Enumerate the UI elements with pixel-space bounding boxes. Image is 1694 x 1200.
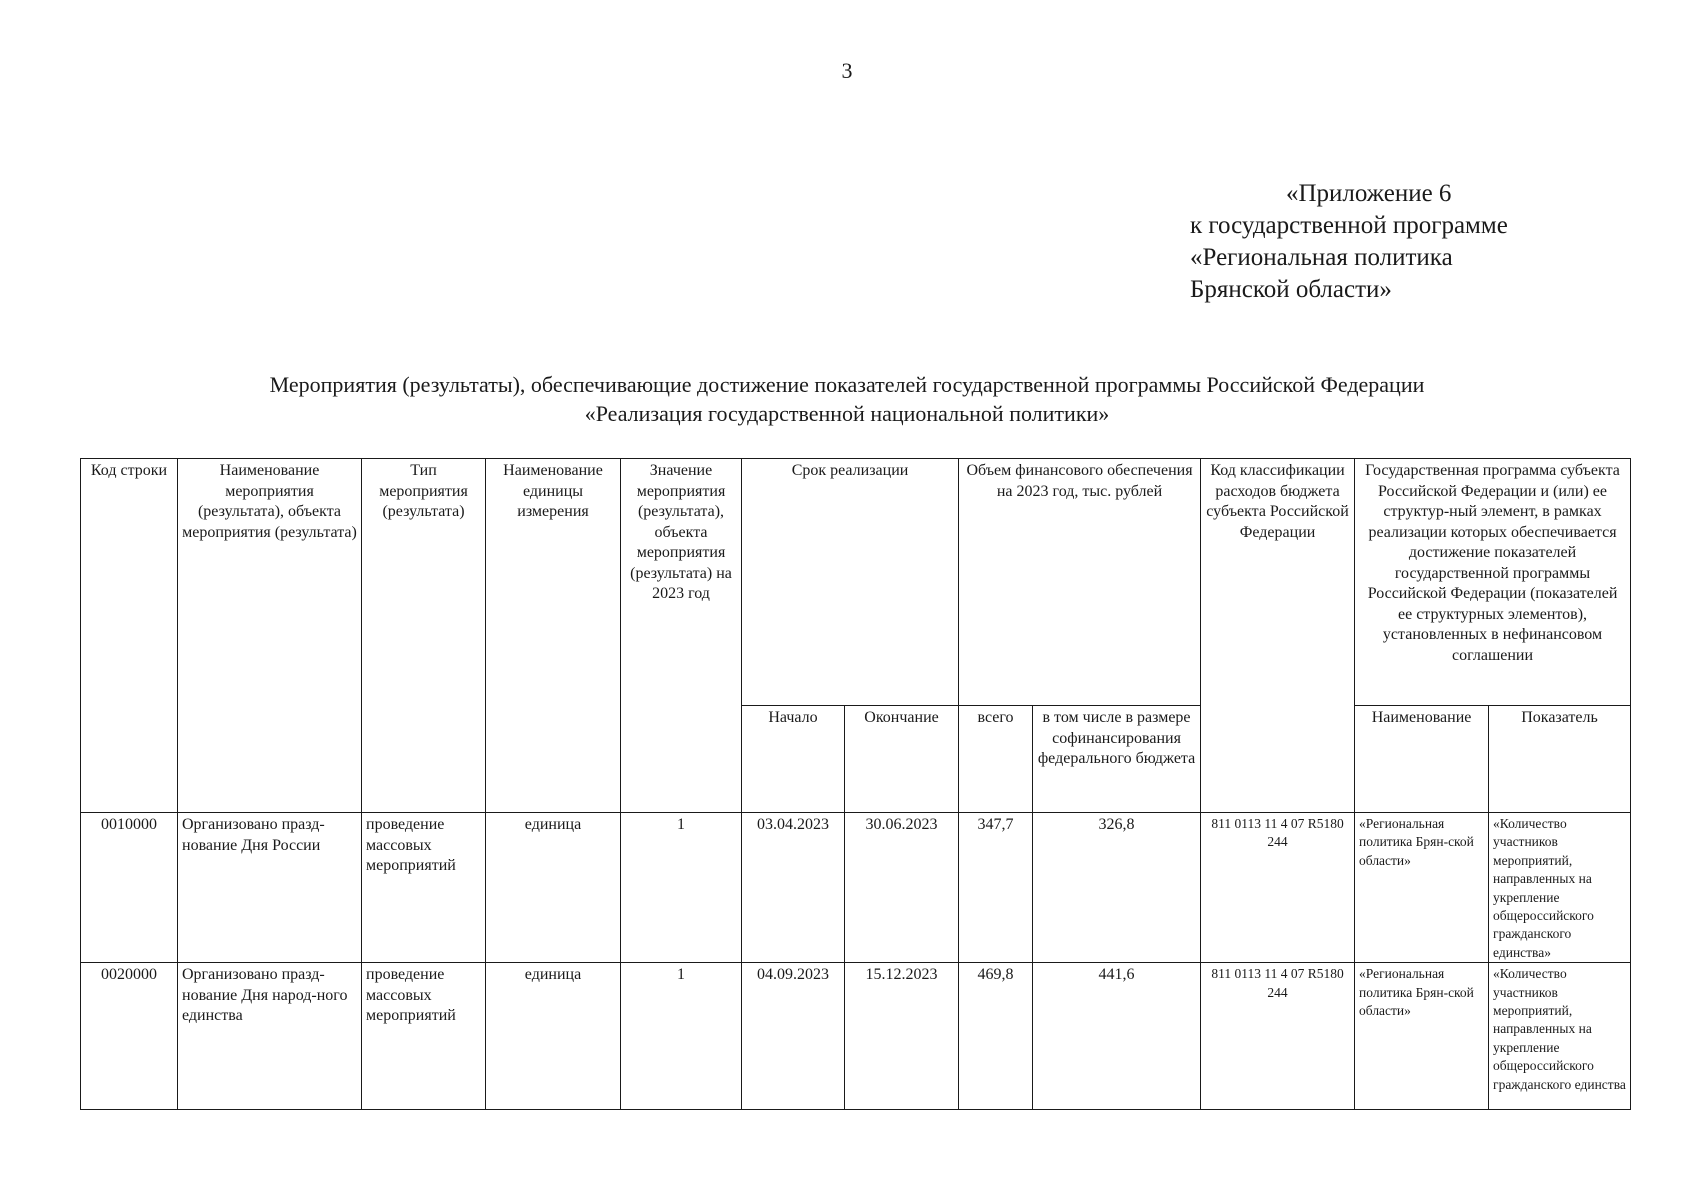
header-program-indicator: Показатель [1489,706,1631,813]
program-indicator-cell: «Количество участников мероприятий, направленных на укрепление общероссийского гражданского единства [1489,963,1631,1110]
document-title [0,370,1694,428]
header-budget-code: Код классификации расходов бюджета субъекта Российской Федерации [1201,459,1355,813]
start-date-cell: 03.04.2023 [742,813,845,963]
unit-cell: единица [486,813,621,963]
measures-table [80,458,1631,1110]
appendix-line-1: «Приложение 6 [1286,180,1452,207]
value-cell: 1 [621,813,742,963]
appendix-block [1190,178,1508,306]
appendix-line-2: к государственной программе [1190,212,1508,239]
page-number: 3 [841,58,853,83]
measure-name-cell: Организовано празд-нование Дня России [178,813,362,963]
budget-code-cell: 811 0113 11 4 07 R5180 244 [1201,963,1355,1110]
unit-cell: единица [486,963,621,1110]
measure-name-cell: Организовано празд-нование Дня народ-ного единства [178,963,362,1110]
table-row [81,813,1631,963]
header-value-2023: Значение мероприятия (результата), объекта мероприятия (результата) на 2023 год [621,459,742,813]
row-code-cell: 0010000 [81,813,178,963]
financing-federal-cell: 441,6 [1033,963,1201,1110]
header-period-end: Окончание [845,706,959,813]
header-financing-total: всего [959,706,1033,813]
header-measure-type: Тип мероприятия (результата) [362,459,486,813]
header-measure-name: Наименование мероприятия (результата), объекта мероприятия (результата) [178,459,362,813]
measure-type-cell: проведение массовых мероприятий [362,813,486,963]
header-period: Срок реализации [742,459,959,706]
value-cell: 1 [621,963,742,1110]
measure-type-cell: проведение массовых мероприятий [362,963,486,1110]
appendix-line-3: «Региональная политика [1190,244,1453,271]
financing-total-cell: 347,7 [959,813,1033,963]
header-state-program: Государственная программа субъекта Российской Федерации и (или) ее структур-ный элемент, в рамках реализации которых обеспечивается достижение показателей государственной программы Российской Федерации (показателей ее структурных элементов), установленных в нефинансовом соглашении [1355,459,1631,706]
financing-total-cell: 469,8 [959,963,1033,1110]
end-date-cell: 15.12.2023 [845,963,959,1110]
table-row [81,963,1631,1110]
program-indicator-cell: «Количество участников мероприятий, направленных на укрепление общероссийского гражданского единства» [1489,813,1631,963]
appendix-line-4: Брянской области» [1190,276,1392,303]
financing-federal-cell: 326,8 [1033,813,1201,963]
header-period-start: Начало [742,706,845,813]
header-row-code: Код строки [81,459,178,813]
document-title-line-1: Мероприятия (результаты), обеспечивающие достижение показателей государственной программы Российской Федерации [269,372,1425,397]
document-title-line-2: «Реализация государственной национальной политики» [584,401,1110,426]
header-unit-name: Наименование единицы измерения [486,459,621,813]
table-header-row [81,459,1631,706]
budget-code-cell: 811 0113 11 4 07 R5180 244 [1201,813,1355,963]
row-code-cell: 0020000 [81,963,178,1110]
header-financing-federal: в том числе в размере софинансирования федерального бюджета [1033,706,1201,813]
end-date-cell: 30.06.2023 [845,813,959,963]
program-name-cell: «Региональная политика Брян-ской области» [1355,813,1489,963]
header-program-name: Наименование [1355,706,1489,813]
program-name-cell: «Региональная политика Брян-ской области» [1355,963,1489,1110]
header-financing: Объем финансового обеспечения на 2023 год, тыс. рублей [959,459,1201,706]
start-date-cell: 04.09.2023 [742,963,845,1110]
